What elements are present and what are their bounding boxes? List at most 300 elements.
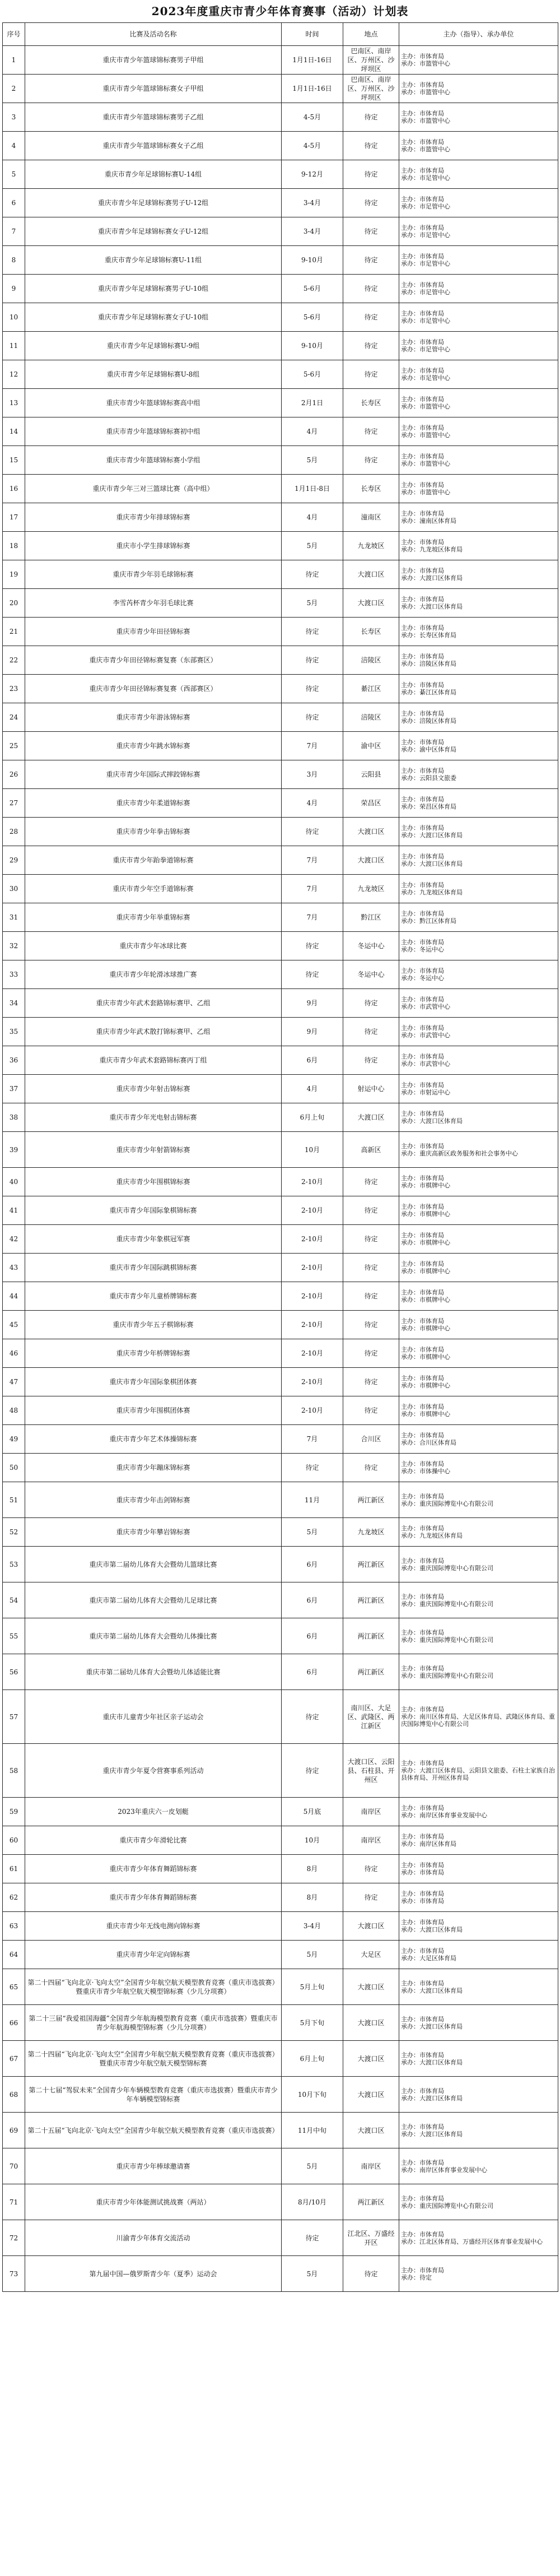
organizer-host: 主办：市体育局: [401, 824, 444, 832]
row-no: 46: [3, 1339, 25, 1368]
row-time: 6月: [282, 1654, 343, 1690]
organizer-host: 主办：市体育局: [401, 996, 444, 1003]
row-event-name: 重庆市青少年体能测试挑战赛（两站）: [25, 2184, 282, 2220]
row-time: 6月: [282, 1618, 343, 1654]
row-event-name: 重庆市第二届幼儿体育大会暨幼儿体操比赛: [25, 1618, 282, 1654]
row-no: 13: [3, 389, 25, 417]
row-event-name: 重庆市青少年篮球锦标赛小学组: [25, 446, 282, 475]
organizer-host: 主办：市体育局: [401, 1760, 444, 1767]
organizer-host: 主办：市体育局: [401, 1664, 444, 1672]
row-no: 68: [3, 2077, 25, 2113]
row-place: 待定: [343, 1311, 399, 1339]
organizer-host: 主办：市体育局: [401, 1082, 444, 1089]
row-organizer: [399, 360, 558, 389]
row-no: 52: [3, 1518, 25, 1547]
organizer-host: 主办：市体育局: [401, 710, 444, 717]
row-time: 8月: [282, 1855, 343, 1883]
row-event-name: 重庆市青少年体育舞蹈锦标赛: [25, 1883, 282, 1912]
row-no: 47: [3, 1368, 25, 1396]
row-no: 42: [3, 1225, 25, 1254]
row-organizer: [399, 646, 558, 675]
row-no: 61: [3, 1855, 25, 1883]
row-no: 16: [3, 475, 25, 503]
table-row: [3, 103, 558, 132]
row-place: 冬运中心: [343, 960, 399, 989]
row-no: 35: [3, 1018, 25, 1046]
organizer-undertaker: 承办：大渡口区体育局、云阳县文旅委、石柱土家族自治县体育局、开州区体育局: [401, 1767, 555, 1781]
row-no: 15: [3, 446, 25, 475]
row-time: 2-10月: [282, 1196, 343, 1225]
row-organizer: [399, 1282, 558, 1311]
row-no: 8: [3, 246, 25, 275]
row-place: 云阳县: [343, 760, 399, 789]
organizer-host: 主办：市体育局: [401, 2015, 444, 2023]
table-row: [3, 818, 558, 846]
row-organizer: [399, 303, 558, 332]
row-no: 14: [3, 417, 25, 446]
row-place: 两江新区: [343, 1654, 399, 1690]
table-row: [3, 903, 558, 932]
row-organizer: [399, 618, 558, 646]
row-no: 19: [3, 560, 25, 589]
row-place: 两江新区: [343, 2184, 399, 2220]
row-organizer: [399, 532, 558, 560]
table-row: [3, 1168, 558, 1196]
row-no: 64: [3, 1941, 25, 1969]
organizer-undertaker: 承办：市棋牌中心: [401, 1210, 450, 1218]
row-event-name: 重庆市青少年国际式摔跤锦标赛: [25, 760, 282, 789]
row-time: 9-10月: [282, 332, 343, 360]
organizer-undertaker: 承办：市武管中心: [401, 1003, 450, 1010]
organizer-host: 主办：市体育局: [401, 253, 444, 260]
table-row: [3, 875, 558, 903]
row-place: 待定: [343, 1396, 399, 1425]
organizer-host: 主办：市体育局: [401, 1833, 444, 1840]
row-place: 待定: [343, 1018, 399, 1046]
table-row: [3, 446, 558, 475]
organizer-host: 主办：市体育局: [401, 1346, 444, 1353]
organizer-host: 主办：市体育局: [401, 539, 444, 546]
row-no: 56: [3, 1654, 25, 1690]
row-no: 39: [3, 1132, 25, 1168]
row-time: 3-4月: [282, 217, 343, 246]
row-place: 待定: [343, 217, 399, 246]
row-no: 23: [3, 675, 25, 703]
organizer-undertaker: 承办：市足管中心: [401, 346, 450, 353]
header-organizer: 主办（指导）、承办单位: [399, 23, 558, 46]
organizer-undertaker: 承办：綦江区体育局: [401, 689, 456, 696]
row-event-name: 重庆市青少年足球锦标赛U-9组: [25, 332, 282, 360]
organizer-host: 主办：市体育局: [401, 2266, 444, 2274]
organizer-host: 主办：市体育局: [401, 453, 444, 460]
organizer-host: 主办：市体育局: [401, 1628, 444, 1636]
row-time: 待定: [282, 818, 343, 846]
table-row: [3, 1618, 558, 1654]
row-time: 待定: [282, 1690, 343, 1744]
organizer-undertaker: 承办：重庆国际博览中心有限公司: [401, 1672, 493, 1679]
organizer-undertaker: 承办：市篮管中心: [401, 117, 450, 124]
row-event-name: 重庆市青少年五子棋锦标赛: [25, 1311, 282, 1339]
organizer-undertaker: 承办：市篮管中心: [401, 431, 450, 439]
table-row: [3, 1454, 558, 1482]
organizer-host: 主办：市体育局: [401, 1593, 444, 1600]
row-time: 4月: [282, 503, 343, 532]
row-time: 5月下旬: [282, 2005, 343, 2041]
table-row: [3, 1547, 558, 1582]
row-event-name: 重庆市青少年田径锦标赛: [25, 618, 282, 646]
row-time: 8月/10月: [282, 2184, 343, 2220]
row-place: 待定: [343, 360, 399, 389]
row-organizer: [399, 1368, 558, 1396]
row-time: 4-5月: [282, 132, 343, 160]
row-time: 7月: [282, 846, 343, 875]
row-no: 12: [3, 360, 25, 389]
table-row: [3, 1018, 558, 1046]
table-row: [3, 1690, 558, 1744]
row-no: 28: [3, 818, 25, 846]
row-organizer: [399, 417, 558, 446]
row-no: 48: [3, 1396, 25, 1425]
row-place: 合川区: [343, 1425, 399, 1454]
row-place: 长寿区: [343, 475, 399, 503]
row-place: 射运中心: [343, 1075, 399, 1103]
row-no: 72: [3, 2220, 25, 2256]
row-no: 18: [3, 532, 25, 560]
organizer-undertaker: 承办：合川区体育局: [401, 1439, 456, 1446]
page-title: 2023年度重庆市青少年体育赛事（活动）计划表: [151, 4, 409, 18]
organizer-host: 主办：市体育局: [401, 310, 444, 317]
row-organizer: [399, 1547, 558, 1582]
row-time: 5-6月: [282, 275, 343, 303]
organizer-host: 主办：市体育局: [401, 510, 444, 517]
organizer-undertaker: 承办：市篮管中心: [401, 60, 450, 67]
row-no: 67: [3, 2041, 25, 2077]
row-no: 53: [3, 1547, 25, 1582]
row-time: 待定: [282, 560, 343, 589]
row-organizer: [399, 132, 558, 160]
row-organizer: [399, 846, 558, 875]
row-organizer: [399, 732, 558, 760]
table-row: [3, 360, 558, 389]
organizer-undertaker: 承办：南岸区体育事业发展中心: [401, 1812, 487, 1819]
row-place: 两江新区: [343, 1547, 399, 1582]
row-organizer: [399, 1690, 558, 1744]
row-no: 5: [3, 160, 25, 189]
organizer-host: 主办：市体育局: [401, 2123, 444, 2131]
organizer-host: 主办：市体育局: [401, 967, 444, 974]
table-row: [3, 132, 558, 160]
organizer-host: 主办：市体育局: [401, 1203, 444, 1210]
row-time: 4-5月: [282, 103, 343, 132]
row-place: 大渡口区: [343, 560, 399, 589]
row-organizer: [399, 703, 558, 732]
row-place: 大渡口区: [343, 1969, 399, 2005]
header-time: 时间: [282, 23, 343, 46]
row-place: 大渡口区: [343, 589, 399, 618]
organizer-undertaker: 承办：涪陵区体育局: [401, 660, 456, 667]
table-row: [3, 932, 558, 960]
row-no: 25: [3, 732, 25, 760]
table-row: [3, 1196, 558, 1225]
row-no: 70: [3, 2148, 25, 2184]
row-organizer: [399, 932, 558, 960]
row-time: 2-10月: [282, 1225, 343, 1254]
row-event-name: 重庆市青少年围棋锦标赛: [25, 1168, 282, 1196]
row-place: 待定: [343, 246, 399, 275]
row-time: 5月底: [282, 1798, 343, 1826]
row-event-name: 重庆市青少年棒球邀请赛: [25, 2148, 282, 2184]
table-row: [3, 1855, 558, 1883]
organizer-undertaker: 承办：重庆国际博览中心有限公司: [401, 1636, 493, 1644]
row-no: 22: [3, 646, 25, 675]
organizer-undertaker: 承办：市棋牌中心: [401, 1382, 450, 1389]
row-event-name: 重庆市青少年羽毛球锦标赛: [25, 560, 282, 589]
row-time: 6月: [282, 1582, 343, 1618]
row-no: 73: [3, 2256, 25, 2292]
organizer-undertaker: 承办：大渡口区体育局: [401, 2058, 463, 2066]
table-row: [3, 1311, 558, 1339]
table-row: [3, 789, 558, 818]
row-place: 待定: [343, 1339, 399, 1368]
row-time: 6月上旬: [282, 1103, 343, 1132]
row-event-name: 重庆市青少年定向锦标赛: [25, 1941, 282, 1969]
row-time: 2-10月: [282, 1282, 343, 1311]
row-time: 5月: [282, 2148, 343, 2184]
row-time: 2-10月: [282, 1254, 343, 1282]
table-row: [3, 1798, 558, 1826]
row-no: 60: [3, 1826, 25, 1855]
organizer-undertaker: 承办：市篮管中心: [401, 403, 450, 410]
row-event-name: 重庆市青少年国际象棋锦标赛: [25, 1196, 282, 1225]
row-event-name: 2023年重庆六一皮划艇: [25, 1798, 282, 1826]
row-event-name: 重庆市青少年篮球锦标赛男子甲组: [25, 46, 282, 75]
organizer-undertaker: 承办：重庆国际博览中心有限公司: [401, 2202, 493, 2210]
organizer-host: 主办：市体育局: [401, 1232, 444, 1239]
row-organizer: [399, 1254, 558, 1282]
row-organizer: [399, 903, 558, 932]
row-event-name: 重庆市青少年篮球锦标赛女子甲组: [25, 75, 282, 103]
row-place: 待定: [343, 1368, 399, 1396]
organizer-undertaker: 承办：荣昌区体育局: [401, 803, 456, 810]
row-no: 59: [3, 1798, 25, 1826]
row-no: 29: [3, 846, 25, 875]
row-event-name: 重庆市青少年蹦床锦标赛: [25, 1454, 282, 1482]
organizer-undertaker: 承办：南岸区体育事业发展中心: [401, 2166, 487, 2174]
row-organizer: [399, 332, 558, 360]
row-no: 26: [3, 760, 25, 789]
row-place: 江北区、万盛经开区: [343, 2220, 399, 2256]
row-organizer: [399, 2148, 558, 2184]
table-row: [3, 1225, 558, 1254]
organizer-host: 主办：市体育局: [401, 2230, 444, 2238]
organizer-host: 主办：市体育局: [401, 281, 444, 289]
table-row: [3, 2041, 558, 2077]
organizer-undertaker: 承办：南岸区体育局: [401, 1840, 456, 1848]
organizer-undertaker: 承办：九龙坡区体育局: [401, 1532, 463, 1539]
row-place: 冬运中心: [343, 932, 399, 960]
organizer-host: 主办：市体育局: [401, 1053, 444, 1060]
organizer-host: 主办：市体育局: [401, 624, 444, 632]
row-event-name: 重庆市青少年柔道锦标赛: [25, 789, 282, 818]
organizer-host: 主办：市体育局: [401, 767, 444, 774]
row-event-name: 重庆市青少年国际跳棋锦标赛: [25, 1254, 282, 1282]
row-event-name: 第二十三届“我爱祖国海疆”全国青少年航海模型教育竞赛（重庆市选拔赛）暨重庆市青少年航海模型锦标赛（少儿分项赛）: [25, 2005, 282, 2041]
row-organizer: [399, 103, 558, 132]
row-organizer: [399, 1454, 558, 1482]
table-row: [3, 1282, 558, 1311]
row-organizer: [399, 1883, 558, 1912]
table-row: [3, 1396, 558, 1425]
row-organizer: [399, 189, 558, 217]
organizer-undertaker: 承办：市棋牌中心: [401, 1182, 450, 1189]
organizer-host: 主办：市体育局: [401, 1890, 444, 1897]
row-time: 6月上旬: [282, 2041, 343, 2077]
row-organizer: [399, 389, 558, 417]
organizer-undertaker: 承办：市武管中心: [401, 1060, 450, 1067]
row-time: 8月: [282, 1883, 343, 1912]
row-organizer: [399, 446, 558, 475]
organizer-undertaker: 承办：市体育局: [401, 1869, 444, 1876]
organizer-undertaker: 承办：市棋牌中心: [401, 1410, 450, 1418]
row-place: 南岸区: [343, 1826, 399, 1855]
table-row: [3, 1103, 558, 1132]
organizer-undertaker: 承办：长寿区体育局: [401, 632, 456, 639]
organizer-host: 主办：市体育局: [401, 2194, 444, 2202]
organizer-undertaker: 承办：市棋牌中心: [401, 1325, 450, 1332]
row-time: 5月: [282, 446, 343, 475]
row-place: 待定: [343, 1883, 399, 1912]
row-time: 4月: [282, 789, 343, 818]
row-time: 待定: [282, 960, 343, 989]
row-event-name: 重庆市青少年游泳锦标赛: [25, 703, 282, 732]
row-place: 待定: [343, 989, 399, 1018]
row-organizer: [399, 1396, 558, 1425]
row-time: 待定: [282, 2220, 343, 2256]
row-event-name: 重庆市青少年体育舞蹈锦标赛: [25, 1855, 282, 1883]
row-time: 5月上旬: [282, 1969, 343, 2005]
row-organizer: [399, 217, 558, 246]
row-event-name: 重庆市第二届幼儿体育大会暨幼儿篮球比赛: [25, 1547, 282, 1582]
row-event-name: 重庆市青少年田径锦标赛复赛（西部赛区）: [25, 675, 282, 703]
organizer-host: 主办：市体育局: [401, 2051, 444, 2059]
row-no: 45: [3, 1311, 25, 1339]
table-row: [3, 675, 558, 703]
row-no: 55: [3, 1618, 25, 1654]
row-event-name: 重庆市青少年跳水锦标赛: [25, 732, 282, 760]
row-organizer: [399, 818, 558, 846]
row-event-name: 重庆市青少年排球锦标赛: [25, 503, 282, 532]
table-row: [3, 732, 558, 760]
row-time: 1月1日-16日: [282, 75, 343, 103]
row-no: 6: [3, 189, 25, 217]
row-time: 3-4月: [282, 1912, 343, 1941]
row-event-name: 重庆市青少年武术散打锦标赛甲、乙组: [25, 1018, 282, 1046]
organizer-host: 主办：市体育局: [401, 424, 444, 431]
row-time: 11月: [282, 1482, 343, 1518]
row-place: 待定: [343, 189, 399, 217]
row-no: 54: [3, 1582, 25, 1618]
organizer-host: 主办：市体育局: [401, 739, 444, 746]
row-organizer: [399, 675, 558, 703]
organizer-host: 主办：市体育局: [401, 167, 444, 174]
organizer-undertaker: 承办：市篮管中心: [401, 489, 450, 496]
table-row: [3, 646, 558, 675]
row-time: 2-10月: [282, 1311, 343, 1339]
row-no: 17: [3, 503, 25, 532]
organizer-host: 主办：市体育局: [401, 1317, 444, 1325]
organizer-undertaker: 承办：市武管中心: [401, 1032, 450, 1039]
organizer-undertaker: 承办：重庆高新区政务服务和社会事务中心: [401, 1149, 518, 1157]
row-time: 10月下旬: [282, 2077, 343, 2113]
table-row: [3, 1582, 558, 1618]
row-no: 9: [3, 275, 25, 303]
row-event-name: 重庆市青少年足球锦标赛男子U-10组: [25, 275, 282, 303]
row-time: 9-12月: [282, 160, 343, 189]
organizer-undertaker: 承办：市篮管中心: [401, 146, 450, 153]
row-event-name: 重庆市第二届幼儿体育大会暨幼儿体适能比赛: [25, 1654, 282, 1690]
row-place: 长寿区: [343, 389, 399, 417]
organizer-undertaker: 承办：渝中区体育局: [401, 746, 456, 753]
row-place: 待定: [343, 332, 399, 360]
row-place: 大渡口区: [343, 1912, 399, 1941]
row-time: 10月: [282, 1132, 343, 1168]
organizer-undertaker: 承办：市篮管中心: [401, 89, 450, 96]
row-time: 3-4月: [282, 189, 343, 217]
organizer-host: 主办：市体育局: [401, 881, 444, 889]
row-place: 九龙坡区: [343, 1518, 399, 1547]
row-event-name: 川渝青少年体育交流活动: [25, 2220, 282, 2256]
header-event-name: 比赛及活动名称: [25, 23, 282, 46]
row-time: 7月: [282, 903, 343, 932]
table-row: [3, 2077, 558, 2113]
row-event-name: 重庆市青少年足球锦标赛U-11组: [25, 246, 282, 275]
row-time: 5月: [282, 1518, 343, 1547]
row-event-name: 重庆市青少年拳击锦标赛: [25, 818, 282, 846]
organizer-undertaker: 承办：九龙坡区体育局: [401, 546, 463, 553]
row-event-name: 重庆市青少年光电射击锦标赛: [25, 1103, 282, 1132]
row-organizer: [399, 1075, 558, 1103]
table-row: [3, 217, 558, 246]
organizer-host: 主办：市体育局: [401, 1979, 444, 1987]
row-place: 大渡口区: [343, 2077, 399, 2113]
row-event-name: 第二十五届“飞向北京·飞向太空”全国青少年航空航天模型教育竞赛（重庆市选拔赛）: [25, 2113, 282, 2148]
organizer-undertaker: 承办：云阳县文旅委: [401, 774, 456, 782]
organizer-host: 主办：市体育局: [401, 681, 444, 689]
row-organizer: [399, 560, 558, 589]
organizer-undertaker: 承办：市棋牌中心: [401, 1296, 450, 1303]
row-place: 涪陵区: [343, 703, 399, 732]
row-organizer: [399, 2256, 558, 2292]
organizer-undertaker: 承办：市棋牌中心: [401, 1239, 450, 1246]
row-event-name: 重庆市青少年篮球锦标赛高中组: [25, 389, 282, 417]
table-row: [3, 75, 558, 103]
table-row: [3, 2256, 558, 2292]
row-place: 涪陵区: [343, 646, 399, 675]
row-event-name: 重庆市青少年儿童桥牌锦标赛: [25, 1282, 282, 1311]
table-row: [3, 160, 558, 189]
row-no: 30: [3, 875, 25, 903]
row-no: 32: [3, 932, 25, 960]
row-event-name: 重庆市青少年篮球锦标赛女子乙组: [25, 132, 282, 160]
organizer-undertaker: 承办：潼南区体育局: [401, 517, 456, 525]
row-time: 5-6月: [282, 360, 343, 389]
row-no: 57: [3, 1690, 25, 1744]
row-organizer: [399, 1744, 558, 1798]
row-place: 渝中区: [343, 732, 399, 760]
row-no: 62: [3, 1883, 25, 1912]
row-organizer: [399, 1168, 558, 1196]
table-header-row: [3, 23, 558, 46]
